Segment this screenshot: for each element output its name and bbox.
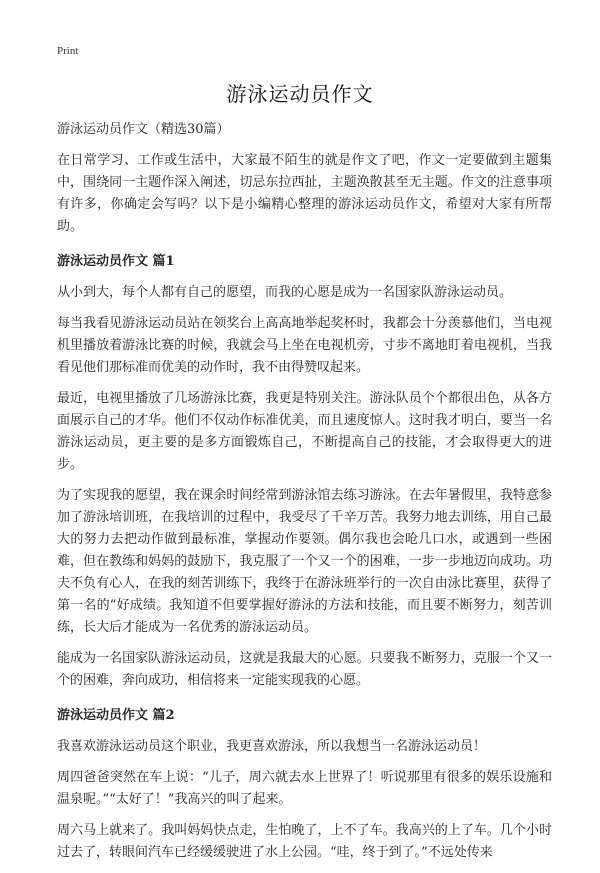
section-1 (57, 252, 552, 692)
page-title: 游泳运动员作文 (226, 82, 374, 106)
intro-paragraph: 在日常学习、工作或生活中，大家最不陌生的就是作文了吧，作文一定要做到主题集中，围绕同一主题作深入阐述，切忌东拉西扯，主题涣散甚至无主题。作文的注意事项有许多，你确定会写吗？以下是小编精心整理的游泳运动员作文，希望对大家有所帮助。 (57, 153, 552, 234)
document-subtitle: 游泳运动员作文（精选30篇） (57, 122, 230, 137)
paragraph: 从小到大，每个人都有自己的愿望，而我的心愿是成为一名国家队游泳运动员。 (57, 285, 513, 300)
paragraph: 为了实现我的愿望，我在课余时间经常到游泳馆去练习游泳。在去年暑假里，我特意参加了游泳培训班，在我培训的过程中，我受尽了千辛万苦。我努力地去训练，用自己最大的努力去把动作做到最标准，掌握动作要领。偶尔我也会呛几口水，或遇到一些困难，但在教练和妈妈的鼓励下，我克服了一个又一个的困难，一步一步地迈向成功。功夫不负有心人，在我的刻苦训练下，我终于在游泳班举行的一次自由泳比赛里，获得了第一名的“好成绩。我知道不但要掌握好游泳的方法和技能，而且要不断努力，刻苦训练，长大后才能成为一名优秀的游泳运动员。 (57, 488, 552, 635)
paragraph: 最近，电视里播放了几场游泳比赛，我更是特别关注。游泳队员个个都很出色，从各方面展示自己的才华。他们不仅动作标准优美，而且速度惊人。这时我才明白，要当一名游泳运动员，更主要的是多方面锻炼自己，不断提高自己的技能，才会取得更大的进步。 (57, 391, 552, 472)
paragraph: 每当我看见游泳运动员站在领奖台上高高地举起奖杯时，我都会十分羡慕他们，当电视机里播放着游泳比赛的时候，我就会马上坐在电视机旁，寸步不离地盯着电视机，当我看见他们那标准而优美的动作时，我不由得赞叹起来。 (57, 316, 552, 375)
section-2 (57, 706, 552, 864)
document-body (57, 119, 552, 873)
print-label[interactable]: Print (57, 45, 79, 57)
section-heading: 游泳运动员作文 篇1 (57, 254, 175, 269)
paragraph: 能成为一名国家队游泳运动员，这就是我最大的心愿。只要我不断努力，克服一个又一个的困难，奔向成功，相信将来一定能实现我的心愿。 (57, 651, 552, 688)
section-heading: 游泳运动员作文 篇2 (57, 708, 175, 723)
paragraph: 我喜欢游泳运动员这个职业，我更喜欢游泳，所以我想当一名游泳运动员！ (57, 739, 487, 754)
paragraph: 周四爸爸突然在车上说：“儿子，周六就去水上世界了！听说那里有很多的娱乐设施和温泉呢。”“太好了！”我高兴的叫了起来。 (57, 770, 552, 807)
paragraph: 周六马上就来了。我叫妈妈快点走，生怕晚了，上不了车。我高兴的上了车。几个小时过去了，转眼间汽车已经缓缓驶进了水上公园。“哇，终于到了。”不远处传来 (57, 823, 552, 860)
